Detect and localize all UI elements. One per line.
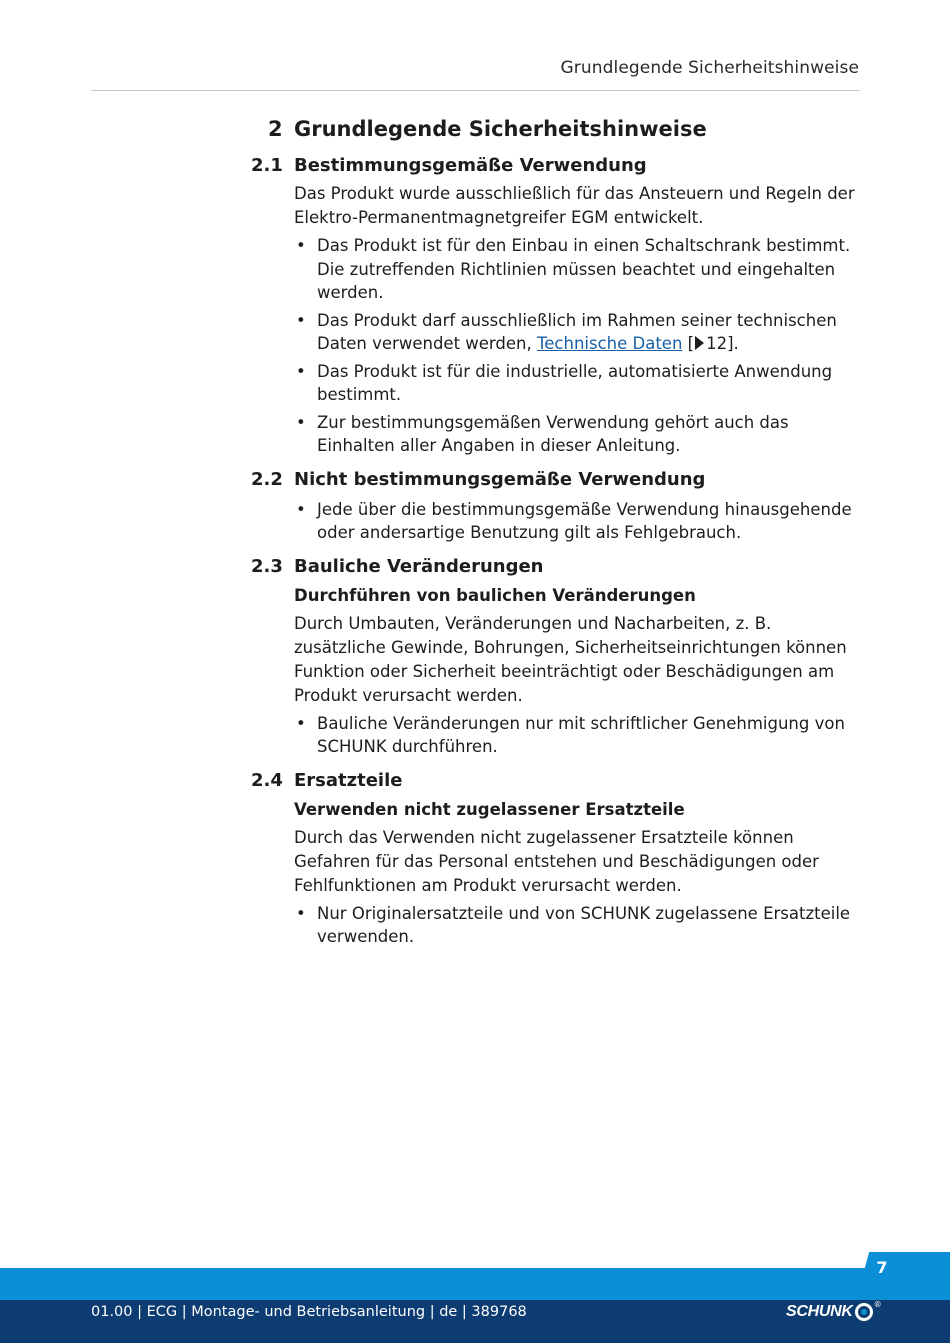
section-number: 2.3 bbox=[251, 555, 283, 577]
section-heading bbox=[251, 152, 950, 180]
bullet-item bbox=[317, 309, 862, 356]
section-2-2 bbox=[0, 466, 950, 545]
chapter-title: Grundlegende Sicherheitshinweise bbox=[294, 117, 707, 141]
bullet-item: • Das Produkt ist für den Einbau in einen Schaltschrank bestimmt. Die zutreffenden Richtlinien müssen beachtet und eingehalten werden. bbox=[317, 234, 862, 305]
section-2-3 bbox=[0, 553, 950, 759]
section-2-4 bbox=[0, 767, 950, 949]
section-number: 2.1 bbox=[251, 155, 283, 176]
bullet-item: • Bauliche Veränderungen nur mit schriftlicher Genehmigung von SCHUNK durchführen. bbox=[317, 712, 862, 759]
bracket-close: ]. bbox=[727, 334, 739, 353]
section-intro: Durch das Verwenden nicht zugelassener Ersatzteile können Gefahren für das Personal entstehen und Beschädigungen oder Fehlfunktionen am Produkt verursacht werden. bbox=[294, 827, 819, 895]
footer-band-light bbox=[0, 1268, 950, 1300]
section-title: Nicht bestimmungsgemäße Verwendung bbox=[294, 468, 706, 490]
document-info: 01.00 | ECG | Montage- und Betriebsanleitung | de | 389768 bbox=[91, 1304, 527, 1320]
logo-registered: ® bbox=[873, 1300, 882, 1309]
page-reference-icon bbox=[695, 336, 704, 350]
bullet-item: • Zur bestimmungsgemäßen Verwendung gehört auch das Einhalten aller Angaben in dieser Anleitung. bbox=[317, 411, 862, 458]
bullet-item: • Jede über die bestimmungsgemäße Verwendung hinausgehende oder andersartige Benutzung gilt als Fehlgebrauch. bbox=[317, 498, 862, 545]
page-number-tab bbox=[856, 1252, 950, 1300]
section-subtitle: Durchführen von baulichen Veränderungen bbox=[294, 585, 696, 605]
bullet-item: • Das Produkt ist für die industrielle, automatisierte Anwendung bestimmt. bbox=[317, 360, 862, 407]
section-heading bbox=[251, 767, 950, 795]
technische-daten-link[interactable]: Technische Daten bbox=[537, 334, 683, 353]
bullet-item: • Nur Originalersatzteile und von SCHUNK zugelassene Ersatzteile verwenden. bbox=[317, 902, 862, 949]
bullet-list bbox=[0, 712, 950, 759]
section-title: Bestimmungsgemäße Verwendung bbox=[294, 155, 647, 176]
section-number: 2.4 bbox=[251, 769, 283, 791]
logo-text: SCHUNK bbox=[786, 1303, 853, 1320]
section-title: Ersatzteile bbox=[294, 769, 403, 791]
chapter-number: 2 bbox=[268, 117, 283, 141]
section-heading bbox=[251, 553, 950, 581]
bullet-list bbox=[0, 234, 950, 458]
section-number: 2.2 bbox=[251, 468, 283, 490]
chapter-heading bbox=[268, 112, 950, 146]
header-divider bbox=[91, 90, 860, 91]
schunk-logo bbox=[786, 1300, 882, 1324]
section-intro: Durch Umbauten, Veränderungen und Nacharbeiten, z. B. zusätzliche Gewinde, Bohrungen, Sicherheitseinrichtungen können Funktion oder Sicherheit beeinträchtigt oder Beschädigungen am Produkt verursacht werden. bbox=[294, 613, 847, 705]
page-content bbox=[0, 112, 950, 957]
running-header: Grundlegende Sicherheitshinweise bbox=[560, 58, 859, 78]
bracket-open: [ bbox=[682, 334, 695, 353]
bullet-text: Das Produkt darf ausschließlich im Rahmen seiner technischen Daten verwendet werden, bbox=[317, 310, 837, 353]
section-intro: Das Produkt wurde ausschließlich für das Ansteuern und Regeln der Elektro-Permanentmagnetgreifer EGM entwickelt. bbox=[294, 184, 855, 227]
logo-mark-icon bbox=[855, 1303, 873, 1321]
section-subtitle: Verwenden nicht zugelassener Ersatzteile bbox=[294, 799, 685, 819]
bullet-list bbox=[0, 498, 950, 545]
section-heading bbox=[251, 466, 950, 494]
bullet-list bbox=[0, 902, 950, 949]
section-2-1 bbox=[0, 152, 950, 458]
page-number: 7 bbox=[876, 1258, 888, 1277]
page-reference: 12 bbox=[706, 334, 728, 353]
section-title: Bauliche Veränderungen bbox=[294, 555, 544, 577]
